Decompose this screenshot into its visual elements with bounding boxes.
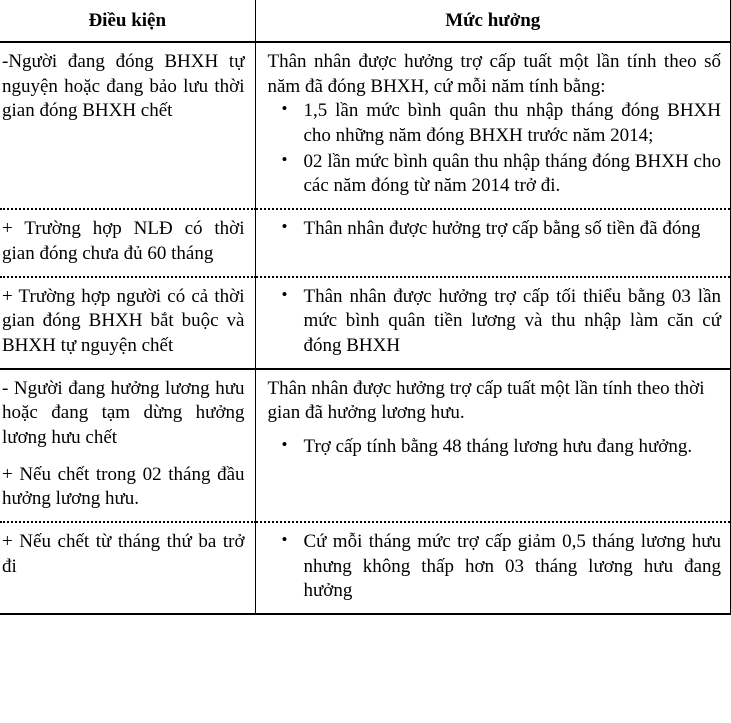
table-row: [0, 369, 731, 522]
cell-condition: [0, 209, 255, 276]
table-header-row: [0, 0, 731, 42]
benefit-intro-text: Thân nhân được hưởng trợ cấp tuất một lần tính theo thời gian đã hưởng lương hưu.: [267, 377, 705, 424]
header-cell-condition: Điều kiện: [0, 0, 255, 42]
list-item: • Thân nhân được hưởng trợ cấp bằng số tiền đã đóng: [268, 217, 722, 242]
table-row: [0, 209, 731, 276]
cell-condition: [0, 369, 255, 522]
condition-text-primary: - Người đang hưởng lương hưu hoặc đang tạm dừng hưởng lương hưu chết: [2, 377, 245, 448]
table-row: [0, 522, 731, 614]
cell-benefit: [255, 522, 731, 614]
table-row: [0, 42, 731, 209]
list-item: • Thân nhân được hưởng trợ cấp tối thiểu bằng 03 lần mức bình quân tiền lương và thu nhập làm căn cứ đóng BHXH: [268, 285, 722, 359]
cell-condition: [0, 522, 255, 614]
condition-text: -Người đang đóng BHXH tự nguyện hoặc đang bảo lưu thời gian đóng BHXH chết: [2, 51, 245, 122]
benefit-bullet-list: [268, 99, 722, 199]
cell-benefit: [255, 209, 731, 276]
condition-text: + Trường hợp NLĐ có thời gian đóng chưa đủ 60 tháng: [2, 218, 245, 264]
cell-condition: [0, 277, 255, 369]
benefit-bullet-list: [268, 435, 722, 460]
table-row: [0, 277, 731, 369]
cell-benefit: [255, 277, 731, 369]
benefit-intro-text: Thân nhân được hưởng trợ cấp tuất một lần tính theo số năm đã đóng BHXH, cứ mỗi năm tính bằng:: [267, 51, 721, 97]
list-item: • 02 lần mức bình quân thu nhập tháng đóng BHXH cho các năm đóng từ năm 2014 trở đi.: [268, 150, 722, 199]
cell-benefit: [255, 42, 731, 209]
list-item: • Trợ cấp tính bằng 48 tháng lương hưu đang hưởng.: [268, 435, 722, 460]
condition-text: + Nếu chết từ tháng thứ ba trở đi: [2, 531, 245, 577]
list-item: • 1,5 lần mức bình quân thu nhập tháng đóng BHXH cho những năm đóng BHXH trước năm 2014;: [268, 99, 722, 148]
header-cell-benefit: Mức hưởng: [255, 0, 731, 42]
cell-condition: [0, 42, 255, 209]
benefit-bullet-list: [268, 530, 722, 604]
benefit-bullet-list: [268, 217, 722, 242]
cell-benefit: [255, 369, 731, 522]
condition-text-secondary: + Nếu chết trong 02 tháng đầu hưởng lương hưu.: [2, 463, 245, 510]
list-item: • Cứ mỗi tháng mức trợ cấp giảm 0,5 tháng lương hưu nhưng không thấp hơn 03 tháng lương hưu đang hưởng: [268, 530, 722, 604]
condition-text: + Trường hợp người có cả thời gian đóng BHXH bắt buộc và BHXH tự nguyện chết: [2, 285, 245, 356]
benefit-bullet-list: [268, 285, 722, 359]
